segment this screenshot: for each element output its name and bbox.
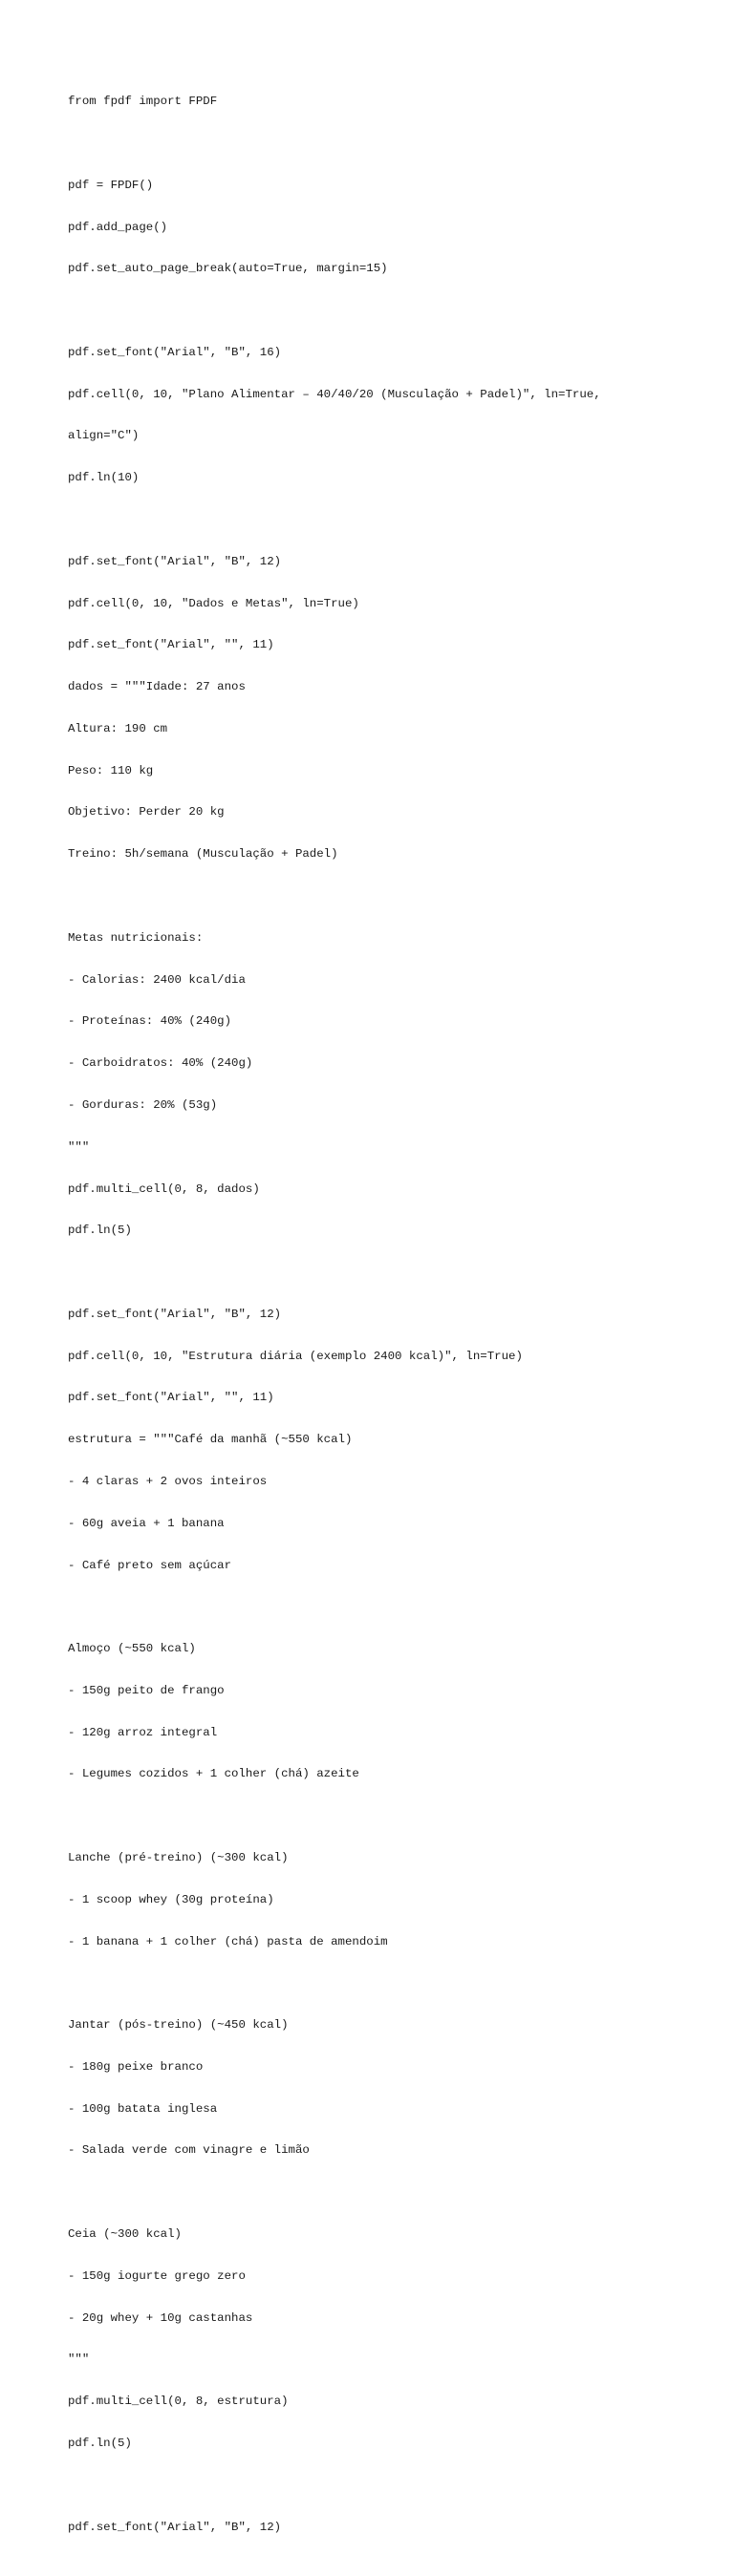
code-line: - 60g aveia + 1 banana (68, 1516, 225, 1530)
code-line: Lanche (pré-treino) (~300 kcal) (68, 1851, 289, 1864)
code-line: - Calorias: 2400 kcal/dia (68, 972, 246, 987)
code-line: - 180g peixe branco (68, 2059, 204, 2074)
code-line: - Gorduras: 20% (53g) (68, 1097, 218, 1112)
code-line: pdf.cell(0, 10, "Estrutura diária (exemplo 2400 kcal)", ln=True) (68, 1349, 523, 1363)
code-line: - 1 banana + 1 colher (chá) pasta de amendoim (68, 1934, 388, 1948)
code-line: pdf.set_font("Arial", "B", 16) (68, 345, 282, 359)
code-line: pdf.ln(5) (68, 1224, 132, 1238)
code-line: pdf.ln(10) (68, 471, 140, 485)
code-line: Peso: 110 kg (68, 763, 154, 777)
code-line: pdf.add_page() (68, 220, 168, 234)
code-block-lanche (68, 1823, 699, 1977)
code-line: pdf.set_auto_page_break(auto=True, margin=15) (68, 262, 388, 276)
code-line: - 120g arroz integral (68, 1725, 218, 1739)
code-document (68, 67, 699, 2576)
code-block-ceia (68, 2200, 699, 2479)
code-line: pdf.set_font("Arial", "", 11) (68, 638, 274, 652)
code-line: - 20g whey + 10g castanhas (68, 2310, 253, 2325)
code-line: Altura: 190 cm (68, 721, 168, 735)
code-block-imports (68, 67, 699, 137)
code-line: pdf.cell(0, 10, "Dados e Metas", ln=True) (68, 596, 359, 610)
code-block-estrutura (68, 1280, 699, 1601)
code-line: Metas nutricionais: (68, 930, 204, 945)
code-line: estrutura = """Café da manhã (~550 kcal) (68, 1433, 353, 1447)
code-block-almoco (68, 1614, 699, 1809)
code-line: from fpdf import FPDF (68, 95, 218, 109)
code-line: pdf.set_font("Arial", "B", 12) (68, 2520, 282, 2534)
code-line: pdf.set_font("Arial", "B", 12) (68, 554, 282, 568)
code-line: pdf.set_font("Arial", "B", 12) (68, 1307, 282, 1321)
code-line: align="C") (68, 429, 140, 443)
code-line: - 4 claras + 2 ovos inteiros (68, 1474, 268, 1488)
code-line: - Proteínas: 40% (240g) (68, 1014, 232, 1029)
code-block-jantar (68, 1991, 699, 2185)
code-line: - 1 scoop whey (30g proteína) (68, 1892, 274, 1906)
code-line: pdf.cell(0, 10, "Plano Alimentar – 40/40/20 (Musculação + Padel)", ln=True, (68, 387, 601, 401)
code-line: """ (68, 2352, 90, 2367)
code-block-title (68, 318, 699, 513)
code-line: - 150g peito de frango (68, 1683, 225, 1697)
code-line: Objetivo: Perder 20 kg (68, 805, 225, 820)
code-line: """ (68, 1139, 90, 1154)
code-line: pdf.set_font("Arial", "", 11) (68, 1391, 274, 1405)
code-line: Treino: 5h/semana (Musculação + Padel) (68, 847, 338, 862)
code-line: pdf.multi_cell(0, 8, estrutura) (68, 2395, 289, 2409)
code-line: - Salada verde com vinagre e limão (68, 2143, 310, 2158)
code-line: - Legumes cozidos + 1 colher (chá) azeite (68, 1767, 359, 1781)
code-block-dados (68, 527, 699, 889)
code-line: pdf.multi_cell(0, 8, dados) (68, 1182, 260, 1196)
code-line: pdf = FPDF() (68, 178, 154, 192)
code-block-final-font (68, 2492, 699, 2562)
code-line: - Café preto sem açúcar (68, 1558, 232, 1572)
code-line: pdf.ln(5) (68, 2436, 132, 2450)
code-line: Ceia (~300 kcal) (68, 2227, 182, 2242)
code-line: Jantar (pós-treino) (~450 kcal) (68, 2018, 289, 2033)
code-line: - Carboidratos: 40% (240g) (68, 1056, 253, 1071)
code-line: - 150g iogurte grego zero (68, 2268, 246, 2283)
code-block-metas (68, 904, 699, 1266)
code-line: - 100g batata inglesa (68, 2101, 218, 2116)
code-line: Almoço (~550 kcal) (68, 1642, 196, 1656)
code-block-pdf-setup (68, 151, 699, 305)
code-line: dados = """Idade: 27 anos (68, 680, 246, 694)
